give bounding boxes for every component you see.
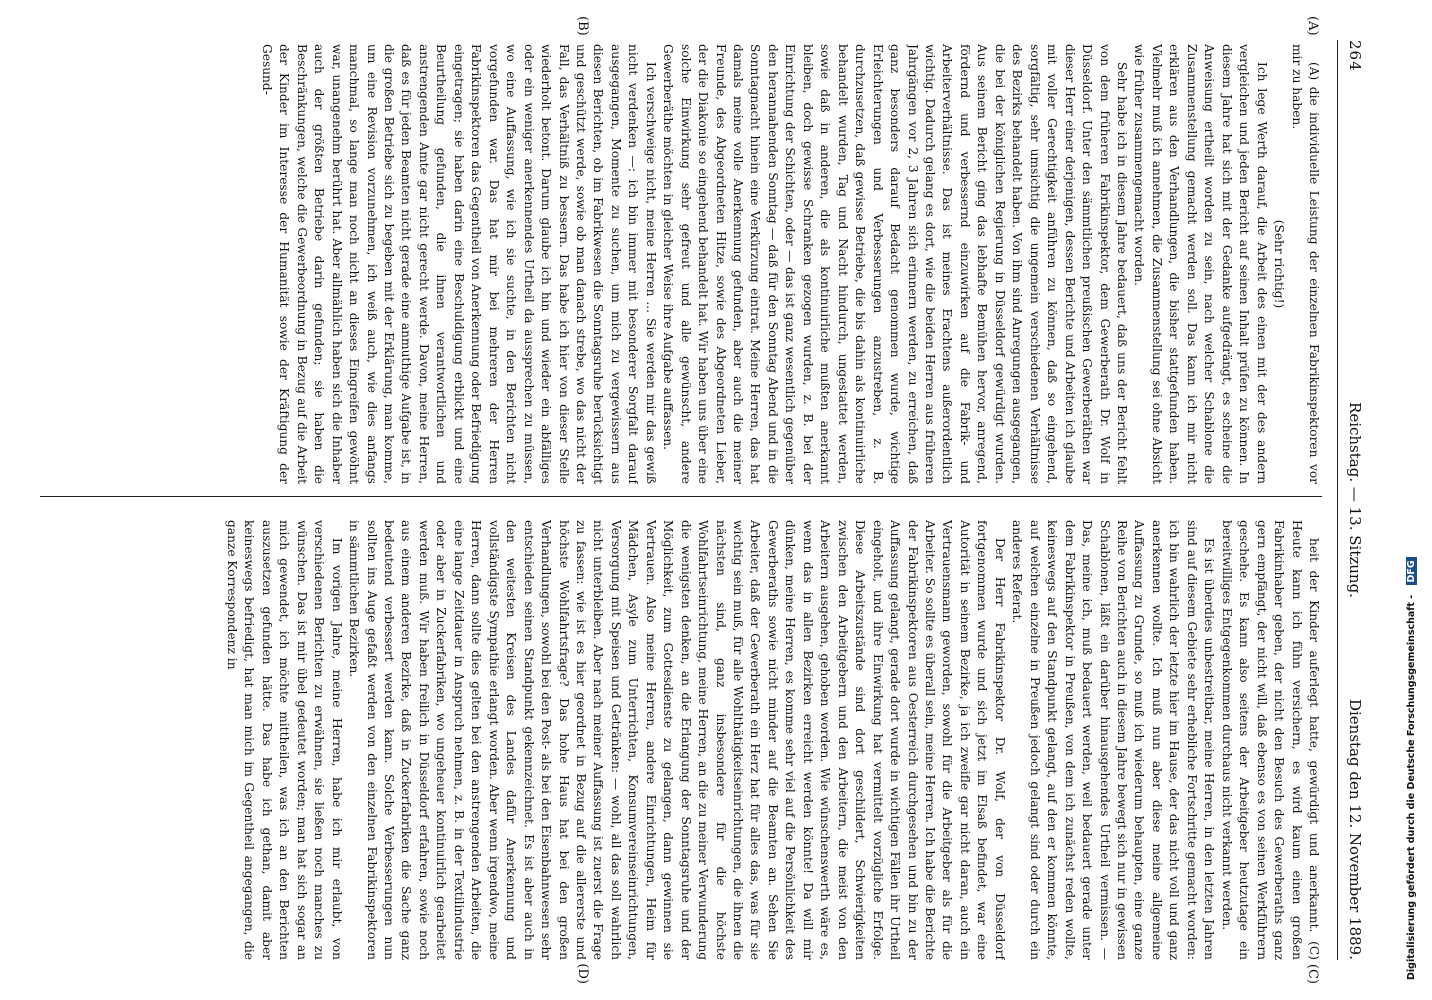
left-column (40, 44, 1322, 484)
paragraph: heit der Kinder auferlegt hatte, gewürdigt und anerkannt. (C) Heute kann ich fühn versichern, es wird kaum einen großen Fabrikinhaber geben, der nicht den Besuch des Gewerberaths ganz gern empfängt, der nicht will, daß ebenso es von seinen Werkführern geschehe. Es kann also seitens der Arbeitgeber heutzutage ein bereitwilliges Entgegenkommen durchaus nicht verkannt werden. (1219, 520, 1321, 960)
paragraph: Ich lege Werth darauf, die Arbeit des einen mit der des andern vergleichen und jeden Bericht auf seinen Inhalt prüfen zu können. In diesem Jahre hat sich mit der Gedanke aufgedrängt, es scheine die Anweisung ertheilt worden zu sein, nach welcher Schablone die Zusammenstellung gemacht werden soll. Das kann ich mir nicht erklären aus den Verhandlungen, die bisher stattgefunden haben. Vielmehr muß ich annehmen, die Zusammenstellung sei ohne Absicht wie früher zusammengemacht worden. (1132, 44, 1269, 484)
dfg-logo: DFG (1406, 557, 1417, 585)
margin-marker-c: (C) (1305, 963, 1320, 984)
page-header (1337, 40, 1372, 960)
paragraph: Sehr habe ich in diesem Jahre bedauert, daß uns der Bericht fehlt von dem früheren Fabrikinspektor, dem Gewerberath Dr. Wolf in Düsseldorf. Unter den sämmtlichen preußischen Gewerberäthen war dieser Herr einer derjenigen, dessen Berichte und Arbeiten ich glaube mit voller Gerechtigkeit anführen zu können, daß so eingehend, sorgfältig, sehr umsichtig die ungemein verschiedenen Verhältnisse des Bezirks behandelt haben. Von ihm sind Anregungen ausgegangen, die bei der königlichen Regierung in Düsseldorf gewürdigt wurden. Aus seinem Bericht ging das lebhafte Bemühen hervor, anregend, fördernd und verbessernd einzuwirken auf die Fabrik- und Arbeiterverhältnisse. Das ist meines Erachtens außerordentlich wichtig. Dadurch gelang es dort, wie die beiden Herren aus früheren Jahrgängen vor 2, 3 Jahren sich erinnern werden, zu erreichen, daß ganz besonders darauf Bedacht genommen wurde, wichtige Erleichterungen und Verbesserungen anzustreben, z. B. durchzusetzen, daß gewisse Betriebe, die bis dahin als kontinuirliche behandelt wurden, Tag und Nacht hindurch, ungestattet werden, sowie daß in anderen, die als kontinuirliche mußten anerkannt bleiben, doch gewisse Schranken gezogen wurden, z. B. bei der Einrichtung der Schichten, oder — das ist ganz wesentlich gegenüber den herannahenden Sonntag — daß für den Sonntag Abend und in die Sonntagnacht hinein eine Verkürzung eintrat. Meine Herren, das hat damals meine volle Anerkennung gefunden, aber auch die meiner Freunde, des Abgeordneten Hitze, sowie des Abgeordneten Lieber, der die Diakonie so eingehend behandelt hat. Wir haben uns über eine solche Einwirkung sehr gefreut und alle gewünscht, andere Gewerberäthe möchten in gleicher Weise ihre Aufgabe auffassen. (661, 44, 1130, 484)
right-column (40, 520, 1322, 960)
paragraph: Im vorigen Jahre, meine Herren, habe ich mir erlaubt, von verschiedenen Berichten zu erwähnen, sie ließen noch manches zu wünschen. Das ist mir übel gedeutet worden; man hat sich sogar an mich gewendet, ich möchte mittheilen, was ich an den Berichten auszusetzen gefunden hätte. Das habe ich gethan, damit aber keineswegs befriedigt, hat man mich im Gegentheil angegangen, die ganze Korrespondenz in (224, 520, 344, 960)
margin-marker-b: (B) (575, 16, 590, 36)
interjection: (Sehr richtig!) (1272, 219, 1287, 309)
paragraph: Der Herr Fabrikinspektor Dr. Wolf, der von Düsseldorf fortgenommen wurde und sich jetzt im Elsaß befindet, war eine Autorität in seinem Bezirke, ja ich zweifle gar nicht daran, auch ein Vertrauensmann geworden, sowohl für die Arbeitgeber als für die Arbeiter. So sollte es überall sein, meine Herren. Ich habe die Berichte der Fabrikinspektoren aus Oesterreich durchgesehen und bin zu der Auffassung gelangt, gerade dort wurde in wichtigen Fällen ihr Urtheil eingeholt, und ihre Einwirkung hat vermittelt vorzügliche Erfolge. Diese Arbeitszustände sind dort geschildert, Schwierigkeiten zwischen den Arbeitgebern und den Arbeitern, die meist von den Arbeitern ausgehen, gehoben worden. Wie wünschenswerth wäre es, wenn das in allen Bezirken erreicht werden könnte! Da will mir dünken, meine Herren, es komme sehr viel auf die Persönlichkeit des Gewerberaths sowie nicht minder auf die Beamten an. Sehen Sie Arbeiter, daß der Gewerberath ein Herz hat für alles das, was für sie wichtig sein muß, für alle Wohlthätigkeitseinrichtungen, die ihnen die nächsten sind, ganz insbesondere für die höchste Wohlfahrtseinrichtung, meine Herren, an die zu meiner Verwunderung die wenigsten denken, an die Erlangung der Sonntagsruhe und der Möglichkeit, zum Gottesdienste zu gelangen, dann gewinnen sie Vertrauen. Also meine Herren, andere Einrichtungen, Heim für Mädchen, Asyle zum Unterrichten, Konsumvereinseinrichtungen, Versorgung mit Speisen und Getränken: — wohl, all das soll wahrlich nicht unterbleiben. Aber nach meiner Auffassung ist zuerst die Frage zu fassen: wie ist es hier geordnet in Bezug auf die allererste und höchste Wohlfahrtsfrage? Das hohe Haus hat bei den großen Verhandlungen, sowohl bei den Post- als bei den Eisenbahnwesen sehr entschieden seinen Standpunkt gekennzeichnet. Es ist aber auch in den weitesten Kreisen des Landes dafür Anerkennung und vollständigste Sympathie erlangt worden. Aber wenn irgendwo, meine Herren, dann sollte dies gelten bei den anstrengenden Arbeiten, die eine lange Zeitdauer in Anspruch nehmen, z. B. in der Textilindustrie oder aber in Zuckerfabriken, wo ungeheuer kontinuirlich gearbeitet werden muß. Wir haben freilich in Düsseldorf erfahren, sowie noch aus einem anderen Bezirke, daß in Zuckerfabriken die Sache ganz bedeutend verbessert werden kann. Solche Verbesserungen nun sollten ins Auge gefaßt werden von den einzelnen Fabrikinspektoren in sämmtlichen Bezirken. (347, 520, 1007, 960)
page-date: Dienstag den 12. November 1889. (1346, 698, 1364, 960)
paragraph: Ich verschweige nicht, meine Herren ... Sie werden mir das gewiß nicht verdenken —: ich bin immer mit besonderer Sorgfalt darauf ausgegangen, Momente zu suchen, um mich zu vergewissern aus diesen Berichten, ob im Fabrikwesen die Sonntagsruhe berücksichtigt und geschützt werde, sowie ob man danach strebe, wo das nicht der Fall, das Verhältniß zu bessern. Das habe ich hier von dieser Stelle wiederholt betont. Darum glaube ich hin und wieder ein abfälliges oder ein weniger anerkennendes Urtheil da aussprechen zu müssen, wo eine Auffassung, wie ich sie suchte, in den Berichten nicht vorgefunden war. Das hat mir bei mehreren der Herren Fabrikinspektoren das Gegentheil von Anerkennung oder Befriedigung eingetragen; sie haben darin eine Beschuldigung erblickt und eine Beurtheilung gefunden, die ihnen verantwortlichen und anstrengenden Amte gar nicht gerecht werde. Davon, meine Herren, daß es für jeden Beamten nicht gerade eine anmuthige Aufgabe ist, in die großen Betriebe sich zu begeben mit der Erklärung, man komme, um eine Revision vorzunehmen, ich weiß auch, wie dies anfangs manchmal, so lange man noch nicht an dieses Eingreifen gewöhnt war, unangenehm berührt hat. Aber allmählich haben sich die Inhaber auch der größten Betriebe darin gefunden; sie haben die Beschränkungen, welche die Gewerbeordnung in Bezug auf die Arbeit der Kinder im Interesse der Humanität sowie der Kräftigung der Gesund- (259, 44, 658, 484)
credit-text: Digitalisierung gefördert durch die Deutsche Forschungsgemeinschaft - (1406, 594, 1417, 980)
paragraph: (A) die individuelle Leistung der einzelnen Fabrikinspektoren vor mir zu haben. (1289, 44, 1321, 484)
page-number: 264 (1346, 40, 1364, 72)
column-divider (40, 496, 1322, 497)
margin-marker-a: (A) (1305, 16, 1320, 36)
paragraph: Es ist überdies unbestreitbar, meine Herren, in den letzten Jahren sind auf diesem Gebiete sehr erhebliche Fortschritte gemacht worden: ich bin wahrlich der letzte hier im Hause, der das nicht voll und ganz anerkennen wollte. Ich muß nun aber diese meine allgemeine Auffassung zu Grunde, so muß ich wiederum behaupten, eine ganze Reihe von Berichten auch in diesem Jahre bewegt sich nur in gewissen Schablonen, läßt ein darüber hinausgehendes Urtheil vermissen. — Das, meine ich, muß bedauert werden, weil bedauert gerade unter dem Fabrikinspektor in Preußen, von dem ich zunächst reden wollte, keineswegs auf den Standpunkt gelangt, auf den er kommen könnte, auf welchen einzelne in Preußen jedoch gelangt sind oder durch ein anderes Referat. (1010, 520, 1217, 960)
page-title: Reichstag. — 13. Sitzung. (1346, 402, 1364, 598)
digitization-credit (1406, 560, 1426, 990)
margin-marker-d: (D) (575, 963, 590, 984)
